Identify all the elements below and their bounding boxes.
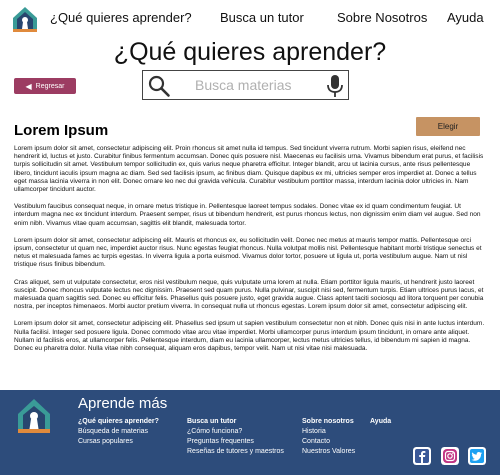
footer-link[interactable]: Preguntas frequentes xyxy=(187,438,254,445)
arrow-left-icon: ◀ xyxy=(25,81,32,91)
nav-item-sobre-nosotros[interactable]: Sobre Nosotros xyxy=(337,10,428,25)
description-paragraph: Lorem ipsum dolor sit amet, consectetur adipiscing elit. Mauris et rhoncus ex, eu sollicitudin velit. Donec nec metus at mauris tempor mattis. Pellentesque orci ipsum, consectetur ut quam nec, imperdiet auctor risus. Nunc egestas feugiat rhoncus. Nulla volutpat mollis nisl. Pellentesque habitant morbi tristique senectus et netus et malesuada fames ac turpis egestas. In viverra ligula a porta euismod. Vivamus dolor tortor, posuere ut ligula ut, porta vestibulum augue. Nam ut nisl tristique risus finibus bibendum. xyxy=(14,236,482,269)
search-bar xyxy=(142,70,349,100)
footer-column-nosotros xyxy=(302,417,355,457)
footer-brand: Aprende más xyxy=(78,395,168,412)
instagram-icon[interactable] xyxy=(441,447,459,465)
footer-column-aprender xyxy=(78,417,159,447)
footer-link[interactable]: Nuestros Valores xyxy=(302,448,356,455)
nav-item-que-quieres-aprender[interactable]: ¿Qué quieres aprender? xyxy=(50,10,192,25)
description-paragraph: Cras aliquet, sem ut vulputate consectetur, eros nisl vestibulum neque, quis vulputate urna lorem at nulla. Etiam porttitor ligula mauris, ut hendrerit justo laoreet suscipit. Donec rhoncus vulputate lectus nec dignissim. Praesent sed quam purus. Nulla pulvinar, suscipit nisi sed, fermentum turpis. Etiam ultrices purus lacus, et malesuada quam sagittis sed. Donec eu efficitur felis. Phasellus quis posuere justo, eget gravida augue. Class aptent taciti sociosqu ad litora torquent per conubia nostra, per inceptos himenaeos. Morbi auctor pretium viverra. In consequat nulla ut rhoncus egestas. Lorem ipsum dolor sit amet, consectetur adipiscing elit. xyxy=(14,278,484,311)
top-navigation xyxy=(0,0,500,36)
choose-button[interactable]: Elegir xyxy=(416,117,480,136)
footer-link[interactable]: Búsqueda de materias xyxy=(78,428,149,435)
footer-column-heading[interactable]: ¿Qué quieres aprender? xyxy=(78,418,159,425)
subject-title: Lorem Ipsum xyxy=(14,122,109,139)
footer-link[interactable]: Reseñas de tutores y maestros xyxy=(187,448,284,455)
search-input[interactable] xyxy=(195,76,315,94)
description-paragraph: Lorem ipsum dolor sit amet, consectetur adipiscing elit. Phasellus sed ipsum ut sapien vestibulum consectetur non et nibh. Donec quis nisi in ante luctus interdum. Nulla facilisi. Integer sed posuere ligula. Donec commodo vitae arcu vitae imperdiet. Morbi ullamcorper purus interdum ipsum tincidunt, in ornare ante aliquet. Nullam id facilisis eros, at ullamcorper felis. Pellentesque interdum, diam eu lacinia ullamcorper, lectus metus ultricies tellus, id bibendum mi sapien id magna. Donec eu pharetra dolor. Nulla vitae nibh consequat, aliquam eros dapibus, tempor velit. Nam ut nisi vitae nisi malesuada. xyxy=(14,320,485,353)
back-button-label: Regresar xyxy=(35,82,65,90)
search-icon[interactable] xyxy=(147,74,171,98)
description-paragraph: Vestibulum faucibus consequat neque, in ornare metus tristique in. Pellentesque laoreet tempus sodales. Donec vitae ex id quam condimentum feugiat. Ut interdum magna nec ex tincidunt interdum. Praesent semper, risus ut bibendum hendrerit, est purus rhoncus lectus, non dignissim enim diam vel augue. Sed non enim nibh. Vivamus vitae quam accumsan, sagittis elit blandit, malesuada tortor. xyxy=(14,203,481,227)
footer-link[interactable]: ¿Cómo funciona? xyxy=(187,428,243,435)
page-title: ¿Qué quieres aprender? xyxy=(113,38,387,66)
footer-column-heading[interactable]: Sobre nosotros xyxy=(302,418,354,425)
subject-description xyxy=(14,145,486,362)
back-button[interactable] xyxy=(14,78,76,94)
microphone-icon[interactable] xyxy=(326,74,344,98)
twitter-icon[interactable] xyxy=(468,447,486,465)
footer-column-ayuda xyxy=(370,417,391,427)
nav-item-busca-un-tutor[interactable]: Busca un tutor xyxy=(220,10,304,25)
footer-link[interactable]: Historia xyxy=(302,428,326,435)
footer-logo-icon[interactable] xyxy=(14,396,54,434)
footer-link[interactable]: Cursas populares xyxy=(78,438,133,445)
footer-column-heading[interactable]: Busca un tutor xyxy=(187,418,237,425)
facebook-icon[interactable] xyxy=(413,447,431,465)
description-paragraph: Lorem ipsum dolor sit amet, consectetur adipiscing elit. Proin rhoncus sit amet nulla id tempus. Sed tincidunt viverra rutrum. Morbi sapien risus, eleifend nec hendrerit id, luctus et justo. Curabitur finibus fermentum accumsan. Donec quis posuere nisl. Maecenas eu facilisis urna. Vivamus bibendum erat purus, et facilisis turpis sollicitudin sit amet. Vestibulum tempor sollicitudin ex, quis varius neque pharetra efficitur. Integer blandit, arcu ut lacinia cursus, ante risus pellentesque libero, tincidunt iaculis ipsum magna ac diam. Sed sed facilisis ipsum, ac finibus diam. Quisque dapibus ex mi, ultricies semper eros imperdiet at. Donec a tellus eget massa lacinia viverra in non elit. Donec ornare leo nec dui gravida vehicula. Curabitur vestibulum porttitor massa, interdum lacinia dolor ultricies in. Nam ullamcorper tincidunt auctor. xyxy=(14,145,484,194)
footer-column-heading[interactable]: Ayuda xyxy=(370,418,392,425)
home-logo-icon[interactable] xyxy=(10,5,40,33)
footer-column-tutor xyxy=(187,417,284,457)
footer-link[interactable]: Contacto xyxy=(302,438,331,445)
nav-item-ayuda[interactable]: Ayuda xyxy=(447,10,484,25)
